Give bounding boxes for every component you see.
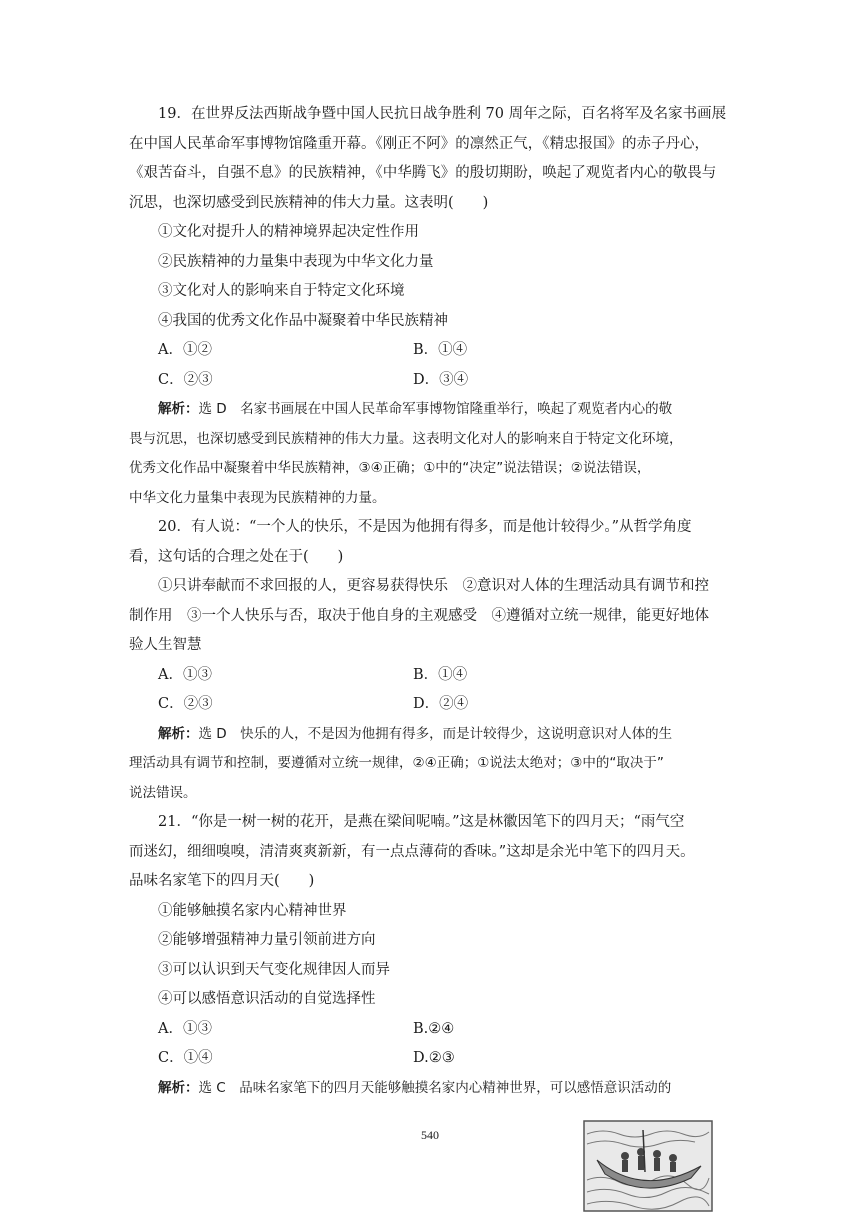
q19-stem-line: 《艰苦奋斗，自强不息》的民族精神，《中华腾飞》的殷切期盼，唤起了观览者内心的敬畏与 [129,165,717,181]
boat-illustration-icon [583,1120,713,1212]
q20-item: 制作用 ③一个人快乐与否，取决于他自身的主观感受 ④遵循对立统一规律，能更好地体 [129,607,709,624]
q21-option-d: D.②③ [413,1050,455,1066]
q19-item: ③文化对人的影响来自于特定文化环境 [158,283,405,299]
q21-answer-line: 选 C 品味名家笔下的四月天能够触摸名家内心精神世界，可以感悟意识活动的 [198,1079,672,1096]
q20-options-row [129,690,737,720]
q21-option-b: B.②④ [413,1020,455,1037]
q21-stem-line: 而迷幻，细细嗅嗅，清清爽爽新新，有一点点薄荷的香味。”这却是余光中笔下的四月天。 [129,843,695,860]
q20-stem-line: 20．有人说：“一个人的快乐，不是因为他拥有得多，而是他计较得少。”从哲学角度 [158,519,692,535]
q21-stem-line: 21．“你是一树一树的花开，是燕在梁间呢喃。”这是林徽因笔下的四月天；“雨气空 [158,814,685,830]
q21-option-a: A．①③ [158,1020,212,1037]
q19-item: ④我国的优秀文化作品中凝聚着中华民族精神 [158,312,448,329]
q20-answer-line: 选 D 快乐的人，不是因为他拥有得多，而是计较得少，这说明意识对人体的生 [198,725,673,742]
q19-answer-line: 中华文化力量集中表现为民族精神的力量。 [129,489,386,506]
q19-option-b: B．①④ [413,342,468,358]
q19-answer-label: 解析： [158,401,199,417]
q19-item: ②民族精神的力量集中表现为中华文化力量 [158,253,434,270]
q19-answer-line: 优秀文化作品中凝聚着中华民族精神，③④正确；①中的“决定”说法错误；②说法错误， [129,460,651,476]
question-19 [129,100,737,513]
q21-options-row [129,1044,737,1074]
q20-answer-label: 解析： [158,725,199,742]
q20-options-row [129,661,737,691]
q20-option-a: A．①③ [158,666,212,683]
q19-answer-line: 畏与沉思，也深切感受到民族精神的伟大力量。这表明文化对人的影响来自于特定文化环境， [129,430,683,447]
q20-stem-line: 看，这句话的合理之处在于( ) [129,548,344,565]
q21-answer [129,1074,737,1104]
q21-answer-label: 解析： [158,1079,199,1096]
q21-options-row [129,1015,737,1045]
q20-option-d: D．②④ [413,696,469,712]
question-20 [129,513,737,808]
q19-options-row [129,366,737,396]
q19-options-row [129,336,737,366]
q20-answer [129,720,737,809]
q20-answer-line: 说法错误。 [129,784,197,801]
q21-item: ④可以感悟意识活动的自觉选择性 [158,991,376,1007]
q20-answer-line: 理活动具有调节和控制，要遵循对立统一规律，②④正确；①说法太绝对；③中的“取决于” [129,755,664,771]
q19-stem-line: 在中国人民革命军事博物馆隆重开幕。《刚正不阿》的凛然正气，《精忠报国》的赤子丹心， [129,135,709,152]
q20-item: 验人生智慧 [129,637,202,653]
q19-item: ①文化对提升人的精神境界起决定性作用 [158,224,419,240]
page-number: 540 [421,1128,439,1142]
q21-item: ③可以认识到天气变化规律因人而异 [158,961,390,978]
q21-option-c: C．①④ [158,1050,213,1066]
q19-stem-line: 19．在世界反法西斯战争暨中国人民抗日战争胜利 70 周年之际，百名将军及名家书画展 [158,106,727,122]
q19-option-a: A．①② [158,342,212,358]
q19-stem-line: 沉思，也深切感受到民族精神的伟大力量。这表明( ) [129,194,489,211]
q21-item: ②能够增强精神力量引领前进方向 [158,932,376,948]
q19-option-d: D．③④ [413,371,469,388]
page-content [129,100,737,1103]
q19-option-c: C．②③ [158,371,213,388]
q21-stem-line: 品味名家笔下的四月天( ) [129,873,315,889]
q21-item: ①能够触摸名家内心精神世界 [158,902,347,919]
q20-item: ①只讲奉献而不求回报的人，更容易获得快乐 ②意识对人体的生理活动具有调节和控 [158,578,709,594]
q19-answer-line: 选 D 名家书画展在中国人民革命军事博物馆隆重举行，唤起了观览者内心的敬 [198,401,673,417]
question-21 [129,808,737,1103]
q20-option-c: C．②③ [158,696,213,712]
q19-answer [129,395,737,513]
q20-option-b: B．①④ [413,666,468,683]
